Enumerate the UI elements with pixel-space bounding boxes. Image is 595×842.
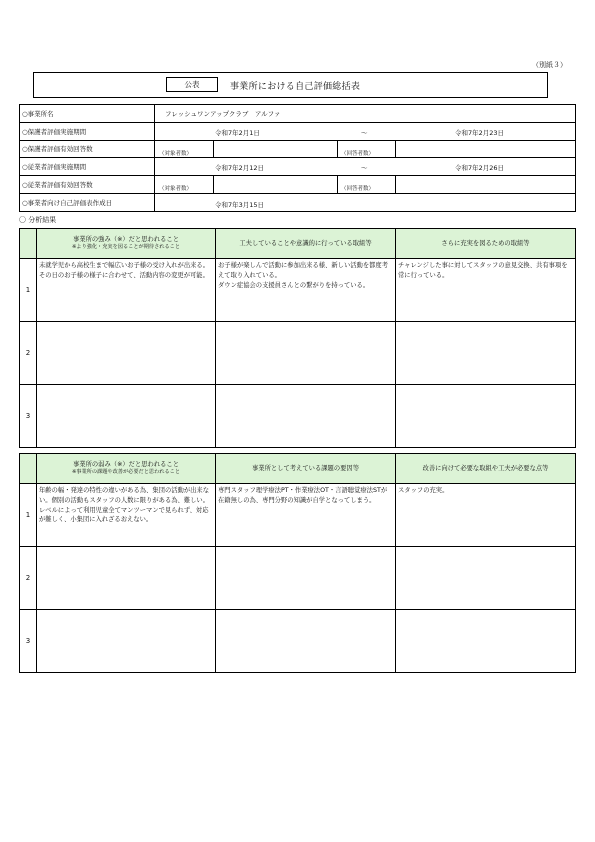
table-row bbox=[20, 484, 576, 547]
num-header bbox=[20, 229, 37, 259]
row-number: 2 bbox=[20, 547, 37, 610]
strength-text bbox=[37, 322, 216, 385]
weakness-text: 年齢の幅・発達の特性の違いがある為、集団の活動が出来ない。個別の活動もスタッフの人数に限りがある為、難しい。 レベルによって利用児童全てマンツーマンで見られず、対応が難しく、小集団に入れざるおえない。 bbox=[37, 484, 216, 547]
weaknesses-header-1 bbox=[37, 454, 216, 484]
created-value: 令和7年3月15日 bbox=[215, 200, 265, 209]
staff-answer-label: （回答者数） bbox=[341, 186, 375, 193]
staff-period-from: 令和7年2月12日 bbox=[215, 164, 265, 173]
weaknesses-header-1-main: 事業所の弱み（※）だと思われること bbox=[72, 461, 180, 469]
row-number: 2 bbox=[20, 322, 37, 385]
strength-enhancement-text bbox=[396, 385, 576, 448]
strength-effort-text bbox=[216, 385, 396, 448]
staff-valid-label: ○従業者評価有効回答数 bbox=[20, 176, 155, 194]
guardian-answer-cell bbox=[338, 140, 396, 158]
strength-effort-text bbox=[216, 322, 396, 385]
staff-period-to: 令和7年2月26日 bbox=[455, 164, 505, 173]
created-label: ○事業者向け自己評価表作成日 bbox=[20, 193, 155, 211]
created-cell bbox=[155, 193, 576, 211]
weakness-text bbox=[37, 610, 216, 673]
guardian-period-cell bbox=[155, 122, 576, 140]
table-row bbox=[20, 259, 576, 322]
weakness-improvement-text bbox=[396, 610, 576, 673]
staff-target-cell bbox=[155, 176, 338, 194]
row-number: 1 bbox=[20, 259, 37, 322]
section-title: 〇 分析結果 bbox=[19, 216, 57, 224]
guardian-period-row bbox=[20, 122, 576, 140]
staff-period-label: ○従業者評価実施期間 bbox=[20, 158, 155, 176]
weakness-improvement-text bbox=[396, 547, 576, 610]
staff-valid-row bbox=[20, 176, 576, 194]
staff-answer-value bbox=[396, 176, 576, 194]
weakness-cause-text bbox=[216, 547, 396, 610]
sheet-number: （別紙３） bbox=[532, 61, 567, 69]
num-header bbox=[20, 454, 37, 484]
weakness-cause-text bbox=[216, 610, 396, 673]
table-row bbox=[20, 385, 576, 448]
weakness-cause-text: 専門スタッフ理学療法PT・作業療法OT・言語聴覚療法STが在籍無しの為、専門分野の知識が自学となってしまう。 bbox=[216, 484, 396, 547]
guardian-period-label: ○保護者評価実施期間 bbox=[20, 122, 155, 140]
guardian-valid-label: ○保護者評価有効回答数 bbox=[20, 140, 155, 158]
public-tag: 公表 bbox=[166, 77, 218, 92]
guardian-answer-value bbox=[396, 140, 576, 158]
guardian-period-to: 令和7年2月23日 bbox=[455, 128, 505, 137]
weakness-text bbox=[37, 547, 216, 610]
strength-enhancement-text: チャレンジした事に対してスタッフの意見交換、共有事項を常に行っている。 bbox=[396, 259, 576, 322]
row-number: 3 bbox=[20, 610, 37, 673]
weaknesses-header-2: 事業所として考えている課題の要因等 bbox=[216, 454, 396, 484]
staff-period-cell bbox=[155, 158, 576, 176]
office-name-label: ○事業所名 bbox=[20, 105, 155, 123]
table-row bbox=[20, 322, 576, 385]
created-row bbox=[20, 193, 576, 211]
page-title: 事業所における自己評価総括表 bbox=[230, 82, 361, 92]
target-count-label: （対象者数） bbox=[159, 150, 193, 157]
strengths-table bbox=[19, 228, 576, 448]
row-number: 3 bbox=[20, 385, 37, 448]
strengths-header-1 bbox=[37, 229, 216, 259]
office-name-row bbox=[20, 105, 576, 123]
answer-count-label: （回答者数） bbox=[341, 150, 375, 157]
office-info-table bbox=[19, 104, 576, 212]
weaknesses-table bbox=[19, 453, 576, 673]
strength-text bbox=[37, 385, 216, 448]
staff-target-label: （対象者数） bbox=[159, 186, 193, 193]
strength-enhancement-text bbox=[396, 322, 576, 385]
title-box bbox=[33, 72, 548, 98]
strength-effort-text: お子様が楽しんで活動に参加出来る様、新しい活動を都度考えて取り入れている。 ダウン症協会の支援員さんとの繋がりを持っている。 bbox=[216, 259, 396, 322]
office-name-value: フレッシュワンアップクラブ アルファ bbox=[155, 105, 576, 123]
strengths-header-3: さらに充実を図るための取組等 bbox=[396, 229, 576, 259]
guardian-target-cell bbox=[155, 140, 338, 158]
weaknesses-header-3: 改善に向けて必要な取組や工夫が必要な点等 bbox=[396, 454, 576, 484]
row-number: 1 bbox=[20, 484, 37, 547]
guardian-period-from: 令和7年2月1日 bbox=[215, 128, 260, 137]
staff-period-row bbox=[20, 158, 576, 176]
weaknesses-header-row bbox=[20, 454, 576, 484]
period-tilde: ～ bbox=[361, 128, 368, 137]
period-tilde: ～ bbox=[361, 164, 368, 173]
table-row bbox=[20, 547, 576, 610]
table-row bbox=[20, 610, 576, 673]
strengths-header-2: 工夫していることや意識的に行っている取組等 bbox=[216, 229, 396, 259]
weakness-improvement-text: スタッフの充実。 bbox=[396, 484, 576, 547]
strengths-header-1-sub: ※より強化・充実を図ることが期待されること bbox=[71, 244, 181, 251]
staff-answer-cell bbox=[338, 176, 396, 194]
weaknesses-header-1-sub: ※事業所の課題や改善が必要だと思われること bbox=[71, 469, 181, 476]
strengths-header-1-main: 事業所の強み（※）だと思われること bbox=[72, 236, 180, 244]
guardian-valid-row bbox=[20, 140, 576, 158]
strength-text: 未就学児から高校生まで幅広いお子様の受け入れが出来る。 その日のお子様の様子に合わせて、活動内容の変更が可能。 bbox=[37, 259, 216, 322]
strengths-header-row bbox=[20, 229, 576, 259]
